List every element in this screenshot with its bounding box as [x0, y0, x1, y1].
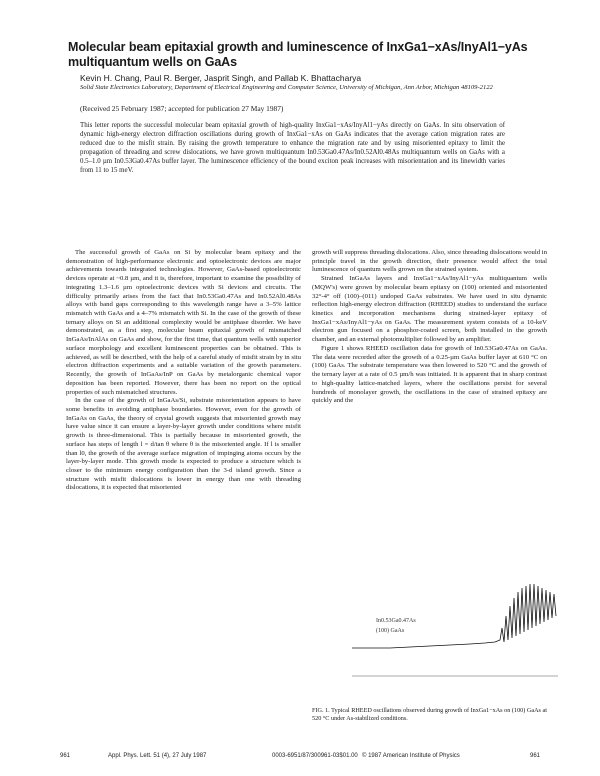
footer-copyright: © 1987 American Institute of Physics [362, 753, 460, 759]
footer-journal: Appl. Phys. Lett. 51 (4), 27 July 1987 [108, 753, 207, 759]
body-paragraph: Figure 1 shows RHEED oscillation data for growth of In0.53Ga0.47As on GaAs. The data were recorded after the growth of a 0.25-µm GaAs buffer layer at 610 °C on (100) GaAs. The substrate temperature was then lowered to 520 °C and the growth of the ternary layer at a rate of 0.5 µm/h was initiated. It is apparent that in sharp contrast to high-quality lattice-matched layers, where the oscillations persist for several hundreds of monolayer growth, the oscillations in the case of strained epitaxy are quickly and the [312, 344, 547, 405]
footer-page-number-left: 961 [60, 753, 71, 759]
body-column-left [66, 249, 301, 747]
figure-caption: FIG. 1. Typical RHEED oscillations observed during growth of InxGa1−xAs on (100) GaAs at 520 °C under As-stabilized conditions. [312, 707, 547, 722]
body-paragraph: Strained InGaAs layers and InxGa1−xAs/InyAl1−yAs multiquantum wells (MQW's) were grown by molecular beam epitaxy on (100) oriented and misoriented 32°-4° off (100)–(011) undoped GaAs substrates. We have used in situ dynamic reflection high-energy electron diffraction (RHEED) studies to understand the surface kinetics and incorporation mechanisms during strained-layer epitaxy of InxGa1−xAs/InyAl1−yAs on GaAs. The measurement system consists of a 10-keV electron gun focused on a phosphor-coated screen, both installed in the growth chamber, and an external photomultiplier followed by an amplifier. [312, 275, 547, 344]
body-paragraph: The successful growth of GaAs on Si by molecular beam epitaxy and the demonstration of high-performance electronic and optoelectronic devices are major achievements towards integrated technologies. However, GaAs-based optoelectronic devices operate at ~0.8 µm, and it is, therefore, important to examine the possibility of integrating 1.3–1.6 µm optoelectronic devices with Si devices and circuits. The difficulty primarily arises from the fact that In0.53Ga0.47As and In0.52Al0.48As alloys with band gaps corresponding to this wavelength range have a 3–5% lattice mismatch with GaAs and a 4–7% mismatch with Si. In the case of the growth of these ternary alloys on Si an additional complexity would be antiphase disorder. We have demonstrated, as a first step, molecular beam epitaxial growth of mismatched InGaAs/InAlAs on GaAs and show, for the first time, that quantum wells with superior surface morphology and excellent luminescent properties can be obtained. This is achieved, as will be described, with the help of a careful study of misfit strain by in situ electron diffraction experiments and a suitable variation of the growth parameters. Recently, the growth of InGaAs/InP on GaAs by metalorganic chemical vapor deposition has been reported. However, there has been no report on the optical properties of such mismatched structures. [66, 249, 301, 396]
rheed-oscillation-figure [350, 576, 560, 694]
figure-label-material: In0.53Ga0.47As [376, 618, 416, 624]
abstract: This letter reports the successful molecular beam epitaxial growth of high-quality InxGa1−xAs/InyAl1−yAs directly on GaAs. In situ observation of dynamic high-energy electron diffraction oscillations during growth of InxGa1−xAs on GaAs indicates that the average cation migration rates are reduced due to the misfit strain. By raising the growth temperature to enhance the migration rate and by using misoriented epitaxy to limit the propagation of threading and screw dislocations, we have grown multiquantum In0.53Ga0.47As/In0.52Al0.48As multiquantum wells on GaAs with a 0.5–1.0 µm In0.53Ga0.47As buffer layer. The luminescence efficiency of the bound exciton peak increases with misorientation and its linewidth varies from 11 to 15 meV. [80, 122, 505, 174]
article-title: Molecular beam epitaxial growth and luminescence of InxGa1−xAs/InyAl1−yAs multiquantum wells on GaAs [68, 40, 528, 69]
affiliation: Solid State Electronics Laboratory, Department of Electrical Engineering and Computer Science, University of Michigan, Ann Arbor, Michigan 48109-2122 [80, 84, 493, 91]
body-paragraph: In the case of the growth of InGaAs/Si, substrate misorientation appears to have some benefits in avoiding antiphase boundaries. However, even for the growth of InGaAs on GaAs, the theory of crystal growth suggests that misoriented growth may have value since it can ensure a layer-by-layer growth under conditions where misfit growth is three-dimensional. This is partially because in misoriented growth, the surface has steps of length l = d/tan θ where θ is the misoriented angle. If l is smaller than l0, the growth of the average surface migration of impinging atoms occurs by the layer-by-layer mode. This growth mode is expected to produce a structure which is closer to the minimum energy configuration than the 3-d island growth. Since a structure with misfit dislocations is lower in energy than one with threading dislocations, it is expected that misoriented [66, 397, 301, 492]
received-date: (Received 25 February 1987; accepted for publication 27 May 1987) [80, 104, 284, 113]
rheed-oscillation-trace [352, 584, 556, 648]
footer-page-number-right: 961 [530, 753, 541, 759]
figure-label-substrate: (100) GaAs [376, 628, 405, 634]
body-column-right-text [312, 249, 547, 549]
footer-code: 0003-6951/87/300961-03$01.00 [272, 753, 358, 759]
body-paragraph: growth will suppress threading dislocations. Also, since threading dislocations would in principle travel in the growth direction, their presence would affect the total luminescence of quantum wells grown on the strained system. [312, 249, 547, 274]
author-list: Kevin H. Chang, Paul R. Berger, Jasprit Singh, and Pallab K. Bhattacharya [80, 73, 362, 83]
body-column-right [312, 249, 547, 549]
